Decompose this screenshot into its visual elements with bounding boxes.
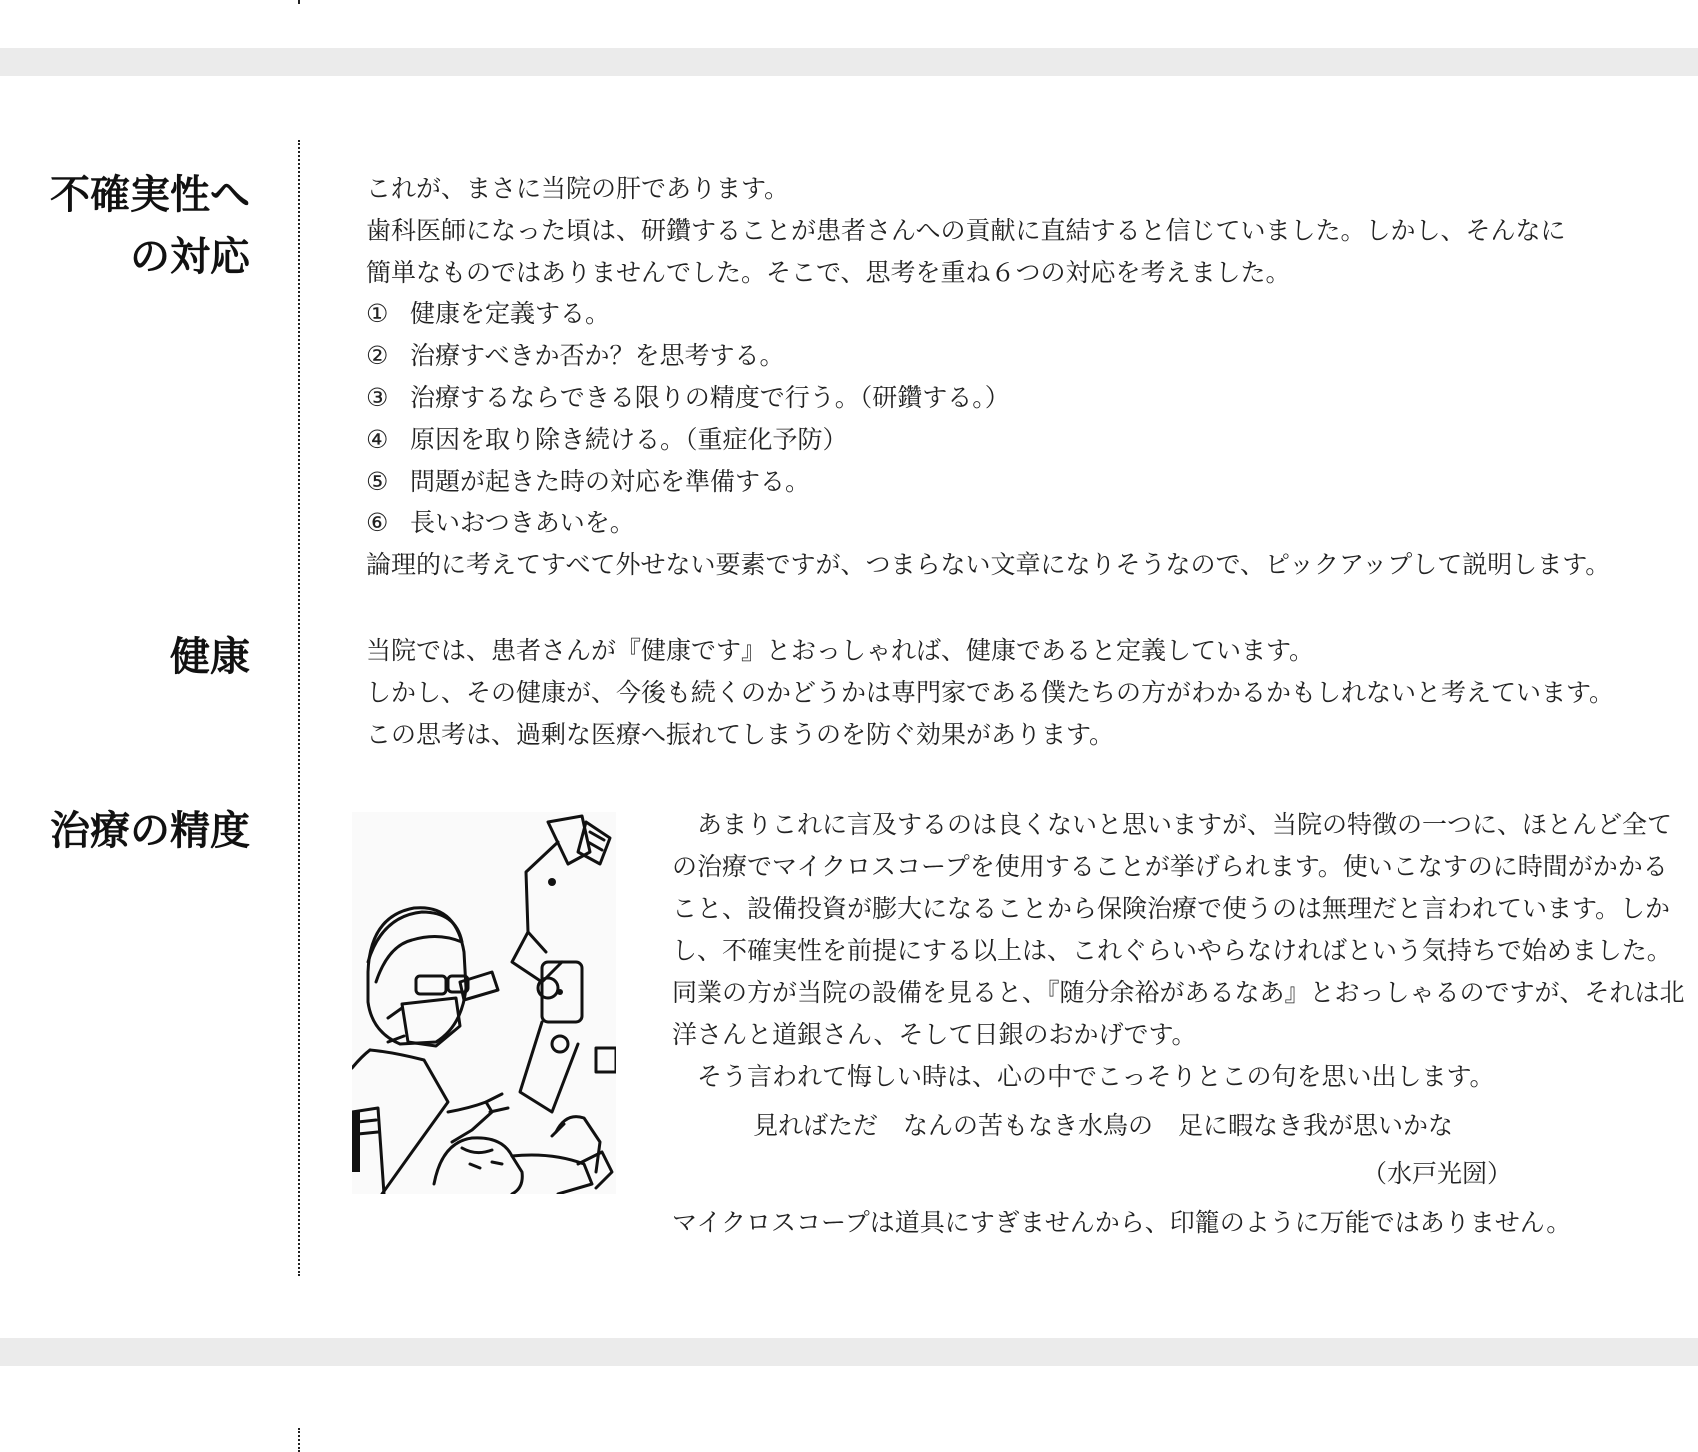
list-number: ③ [366, 382, 389, 412]
list-text: 健康を定義する。 [410, 299, 611, 329]
list-item [366, 502, 1610, 544]
precision-paragraph: そう言われて悔しい時は、心の中でこっそりとこの句を思い出します。 [672, 1062, 1495, 1091]
precision-closing: マイクロスコープは道具にすぎませんから、印籠のように万能ではありません。 [672, 1208, 1572, 1237]
precision-paragraph: あまりこれに言及するのは良くないと思いますが、当院の特徴の一つに、ほとんど全ての治療でマイクロスコープを使用することが挙げられます。使いこなすのに時間がかかること、設備投資が膨大になることから保険治療で使うのは無理だと言われています。しかし、不確実性を前提にする以上は、これぐらいやらなければという気持ちで始めました。同業の方が当院の設備を見ると、『随分余裕があるなあ』とおっしゃるのですが、それは北洋さんと道銀さん、そして日銀のおかげです。 [672, 810, 1685, 1049]
separator-band-top [0, 48, 1698, 76]
list-item [366, 419, 1610, 461]
dentist-microscope-illustration [352, 812, 616, 1194]
divider-line [298, 140, 300, 1276]
list-item [366, 377, 1610, 419]
health-body [366, 630, 1614, 755]
separator-band-bottom [0, 1338, 1698, 1366]
health-line: この思考は、過剰な医療へ振れてしまうのを防ぐ効果があります。 [366, 719, 1115, 749]
section-title-line2: の対応 [130, 234, 250, 280]
outro-line: 論理的に考えてすべて外せない要素ですが、つまらない文章になりそうなので、ピックアップして説明します。 [366, 550, 1611, 580]
list-text: 問題が起きた時の対応を準備する。 [410, 466, 811, 496]
uncertainty-body [366, 168, 1610, 586]
intro-line: 簡単なものではありませんでした。そこで、思考を重ね６つの対応を考えました。 [366, 257, 1291, 287]
list-text: 治療するならできる限りの精度で行う。（研鑽する。） [410, 382, 1010, 412]
list-number: ① [366, 299, 389, 329]
section-title-uncertainty [50, 164, 250, 288]
health-line: 当院では、患者さんが『健康です』とおっしゃれば、健康であると定義しています。 [366, 636, 1315, 665]
list-number: ② [366, 341, 389, 371]
list-text: 原因を取り除き続ける。（重症化予防） [410, 424, 848, 454]
health-line: しかし、その健康が、今後も続くのかどうかは専門家である僕たちの方がわかるかもしれないと考えています。 [366, 677, 1615, 707]
list-item [366, 335, 1610, 377]
list-item [366, 293, 1610, 335]
section-title-text: 健康 [170, 634, 250, 680]
list-text: 治療すべきか否か？を思考する。 [410, 341, 785, 371]
list-item [366, 461, 1610, 503]
divider-line-bottom [298, 1428, 300, 1452]
poem-author: （水戸光圀） [1362, 1159, 1513, 1188]
section-title-text: 治療の精度 [50, 808, 250, 854]
poem: 見ればただ なんの苦もなき水鳥の 足に暇なき我が思いかな [753, 1111, 1454, 1140]
list-number: ⑤ [366, 466, 389, 496]
list-number: ⑥ [366, 508, 389, 538]
section-title-precision [50, 800, 250, 862]
divider-line-top [298, 0, 300, 4]
section-title-line1: 不確実性へ [50, 172, 250, 218]
list-text: 長いおつきあいを。 [410, 508, 635, 538]
precision-body [672, 804, 1688, 1244]
intro-line: これが、まさに当院の肝であります。 [366, 174, 790, 203]
list-number: ④ [366, 424, 389, 454]
intro-line: 歯科医師になった頃は、研鑽することが患者さんへの貢献に直結すると信じていました。しかし、そんなに [366, 215, 1566, 245]
section-title-health [170, 626, 250, 688]
